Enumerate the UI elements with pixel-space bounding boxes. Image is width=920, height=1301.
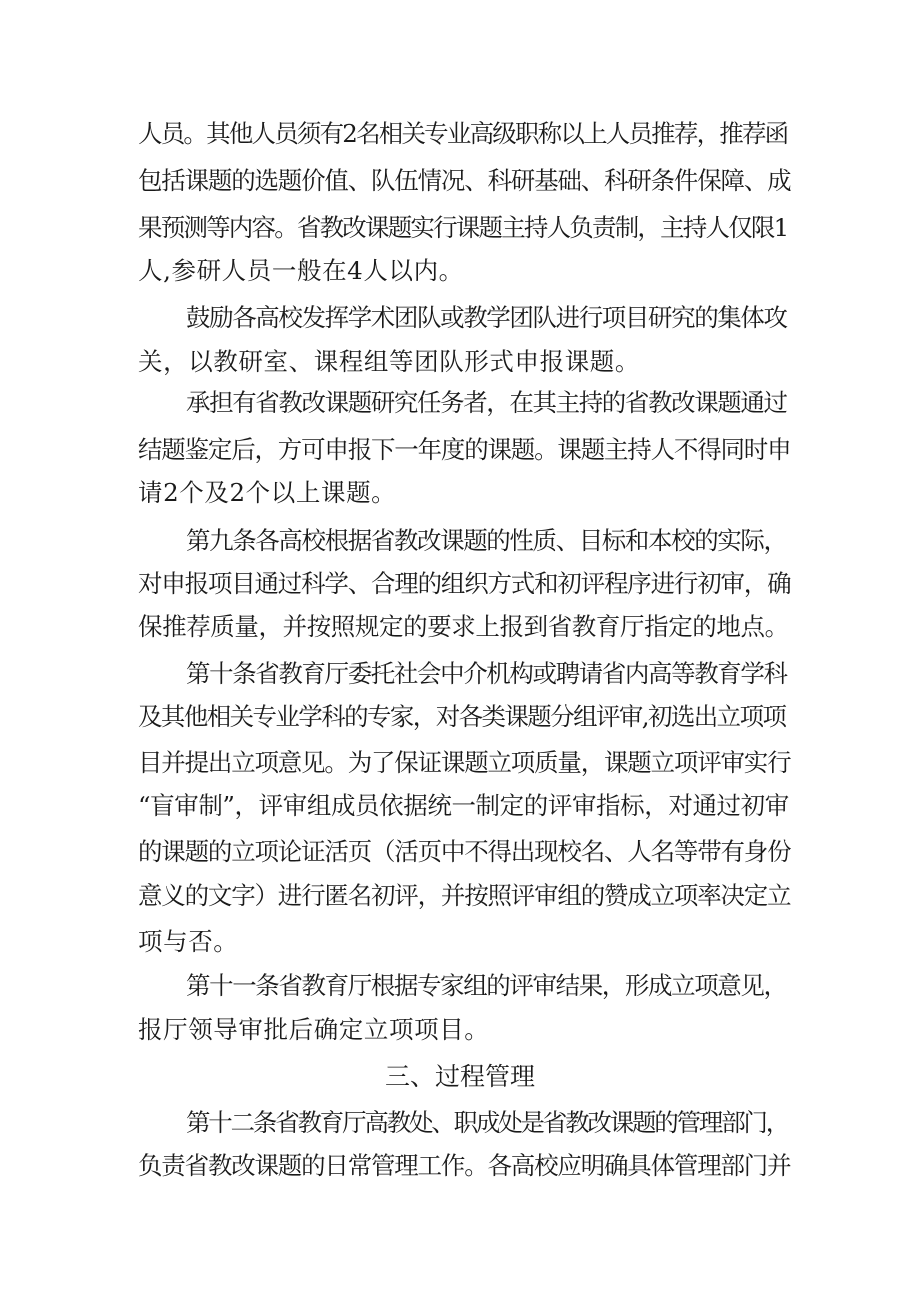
text-line: 报厅领导审批后确定立项项目。 — [138, 1015, 490, 1044]
text-line: 人,参研人员一般在4人以内。 — [138, 256, 464, 285]
text-line: 项与否。 — [138, 927, 239, 956]
text-line: 鼓励各高校发挥学术团队或教学团队进行项目研究的集体攻 — [186, 303, 787, 332]
text-line: 的课题的立项论证活页（活页中不得出现校名、人名等带有身份 — [138, 837, 791, 866]
text-line: 结题鉴定后，方可申报下一年度的课题。课题主持人不得同时申 — [138, 435, 791, 464]
text-line: 第十一条省教育厅根据专家组的评审结果，形成立项意见， — [186, 971, 787, 1000]
text-line: 负责省教改课题的日常管理工作。各高校应明确具体管理部门并 — [138, 1151, 791, 1180]
text-line: 对申报项目通过科学、合理的组织方式和初评程序进行初审，确 — [138, 569, 791, 598]
text-line: 关，以教研室、课程组等团队形式申报课题。 — [138, 347, 640, 376]
text-line: 及其他相关专业学科的专家，对各类课题分组评审,初选出立项项 — [138, 702, 786, 731]
text-line: 请2个及2个以上课题。 — [138, 478, 397, 507]
text-line: 人员。其他人员须有2名相关专业高级职称以上人员推荐，推荐函 — [138, 119, 788, 148]
text-line: 第九条各高校根据省教改课题的性质、目标和本校的实际， — [186, 526, 787, 555]
text-line: “盲审制”，评审组成员依据统一制定的评审指标，对通过初审 — [138, 791, 789, 820]
text-line: 第十条省教育厅委托社会中介机构或聘请省内高等教育学科 — [186, 659, 787, 688]
section-heading: 三、过程管理 — [384, 1062, 535, 1091]
text-line: 第十二条省教育厅高教处、职成处是省教改课题的管理部门， — [186, 1108, 789, 1137]
text-line: 承担有省教改课题研究任务者，在其主持的省教改课题通过 — [186, 388, 787, 417]
text-line: 包括课题的选题价值、队伍情况、科研基础、科研条件保障、成 — [138, 166, 791, 195]
text-line: 果预测等内容。省教改课题实行课题主持人负责制，主持人仅限1 — [138, 213, 788, 242]
text-line: 保推荐质量，并按照规定的要求上报到省教育厅指定的地点。 — [138, 612, 789, 641]
text-line: 意义的文字）进行匿名初评，并按照评审组的赞成立项率决定立 — [138, 881, 791, 910]
text-line: 目并提出立项意见。为了保证课题立项质量，课题立项评审实行 — [138, 748, 791, 777]
